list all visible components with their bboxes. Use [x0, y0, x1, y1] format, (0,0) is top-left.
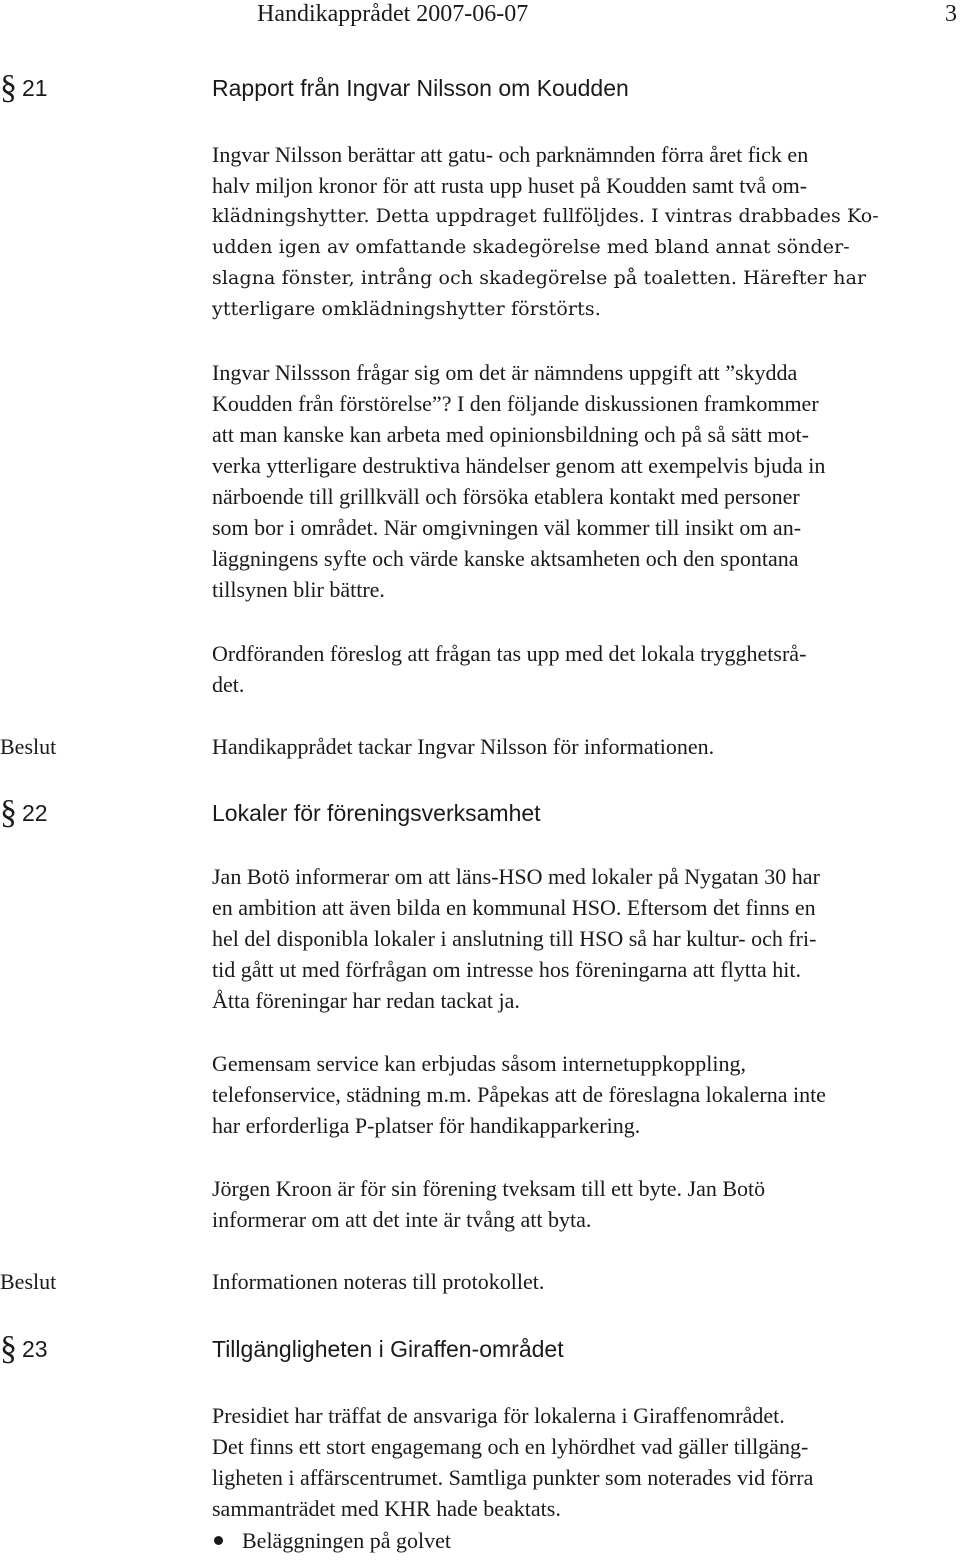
text-line: slagna fönster, intrång och skadegörelse på toaletten. Härefter har	[212, 267, 867, 289]
header-title: Handikapprådet 2007-06-07	[257, 1, 529, 27]
section-heading-23	[0, 1329, 960, 1369]
text-line: Ingvar Nilsson berättar att gatu- och parknämnden förra året fick en	[212, 142, 809, 167]
text-line: har erforderliga P-platser för handikapparkering.	[212, 1113, 641, 1138]
section-number: 22	[22, 800, 48, 826]
text-line: klädningshytter. Detta uppdraget fullföljdes. I vintras drabbades Ko-	[212, 205, 879, 227]
text-line: närboende till grillkväll och försöka etablera kontakt med personer	[212, 484, 800, 509]
text-line: läggningens syfte och värde kanske aktsamheten och den spontana	[212, 546, 799, 571]
text-line: hel del disponibla lokaler i anslutning till HSO så har kultur- och fri-	[212, 926, 817, 951]
text-line: udden igen av omfattande skadegörelse med bland annat sönder-	[212, 236, 850, 258]
text-line: en ambition att även bilda en kommunal HSO. Eftersom det finns en	[212, 895, 816, 920]
decision-text: Informationen noteras till protokollet.	[212, 1269, 545, 1294]
text-line: verka ytterligare destruktiva händelser genom att exempelvis bjuda in	[212, 453, 826, 478]
section-title: Rapport från Ingvar Nilsson om Koudden	[212, 75, 629, 101]
text-line: tid gått ut med förfrågan om intresse hos föreningarna att flytta hit.	[212, 957, 801, 982]
section-sign: §	[0, 794, 17, 831]
section-sign: §	[0, 1330, 17, 1367]
text-line: ytterligare omklädningshytter förstörts.	[212, 298, 601, 320]
text-line: Ordföranden föreslog att frågan tas upp med det lokala trygghetsrå-	[212, 641, 807, 666]
bullet-icon	[214, 1536, 223, 1545]
text-line: som bor i området. När omgivningen väl kommer till insikt om an-	[212, 515, 802, 540]
decision-label: Beslut	[0, 1269, 57, 1294]
text-line: telefonservice, städning m.m. Påpekas att de föreslagna lokalerna inte	[212, 1082, 826, 1107]
text-line: tillsynen blir bättre.	[212, 577, 385, 602]
text-line: Jörgen Kroon är för sin förening tveksam till ett byte. Jan Botö	[212, 1176, 766, 1201]
section-22-paragraph-1	[212, 861, 957, 1016]
section-heading-21	[0, 68, 960, 108]
text-line: Åtta föreningar har redan tackat ja.	[212, 988, 520, 1013]
section-21-paragraph-1	[212, 139, 957, 325]
text-line: Presidiet har träffat de ansvariga för lokalerna i Giraffenområdet.	[212, 1403, 785, 1428]
decision-text: Handikapprådet tackar Ingvar Nilsson för informationen.	[212, 734, 715, 759]
bullet-text: Beläggningen på golvet	[242, 1528, 451, 1553]
section-number: 23	[22, 1336, 48, 1362]
section-heading-22	[0, 793, 960, 833]
text-line: Det finns ett stort engagemang och en lyhördhet vad gäller tillgäng-	[212, 1434, 809, 1459]
decision-row-22	[0, 1266, 960, 1297]
section-23-paragraph-1	[212, 1400, 957, 1524]
text-line: att man kanske kan arbeta med opinionsbildning och på så sätt mot-	[212, 422, 809, 447]
section-21-paragraph-3	[212, 638, 957, 700]
text-line: ligheten i affärscentrumet. Samtliga punkter som noterades vid förra	[212, 1465, 814, 1490]
decision-label: Beslut	[0, 734, 57, 759]
section-22-paragraph-2	[212, 1048, 957, 1141]
section-title: Lokaler för föreningsverksamhet	[212, 800, 541, 826]
decision-row-21	[0, 731, 960, 762]
section-number: 21	[22, 75, 48, 101]
text-line: det.	[212, 672, 245, 697]
text-line: Gemensam service kan erbjudas såsom internetuppkoppling,	[212, 1051, 746, 1076]
section-title: Tillgängligheten i Giraffen-området	[212, 1336, 564, 1362]
page-number: 3	[945, 1, 957, 27]
text-line: informerar om att det inte är tvång att byta.	[212, 1207, 592, 1232]
text-line: halv miljon kronor för att rusta upp huset på Koudden samt två om-	[212, 173, 808, 198]
section-sign: §	[0, 69, 17, 106]
text-line: Jan Botö informerar om att läns-HSO med lokaler på Nygatan 30 har	[212, 864, 820, 889]
section-22-paragraph-3	[212, 1173, 957, 1235]
page-header	[257, 0, 957, 28]
text-line: sammanträdet med KHR hade beaktats.	[212, 1496, 561, 1521]
text-line: Koudden från förstörelse”? I den följande diskussionen framkommer	[212, 391, 819, 416]
text-line: Ingvar Nilssson frågar sig om det är nämndens uppgift att ”skydda	[212, 360, 798, 385]
section-21-paragraph-2	[212, 357, 957, 605]
